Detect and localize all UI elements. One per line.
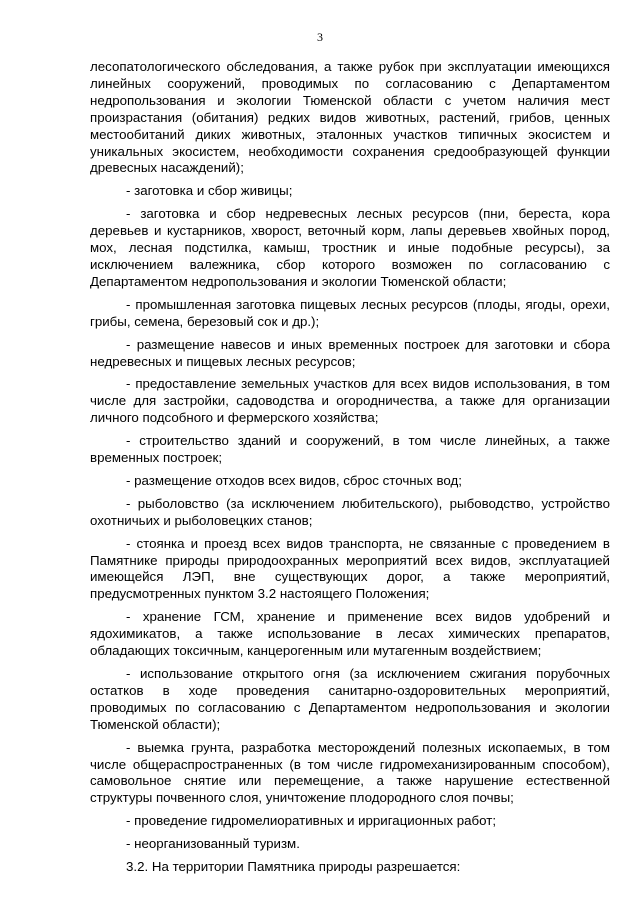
- list-item-land-plots: - предоставление земельных участков для всех видов использования, в том числе для застройки, садоводства и огородничества, а также для организации личного подсобного и фермерского хозяйства;: [90, 376, 610, 426]
- list-item-fishing: - рыболовство (за исключением любительского), рыбоводство, устройство охотничьих и рыболовецких станов;: [90, 495, 610, 528]
- list-item-fuel-chemicals: - хранение ГСМ, хранение и применение всех видов удобрений и ядохимикатов, а также использование в лесах химических препаратов, обладающих токсичным, канцерогенным или мутагенным воздействием;: [90, 609, 610, 659]
- page-number: 3: [317, 30, 323, 44]
- list-item-transport: - стоянка и проезд всех видов транспорта, не связанные с проведением в Памятнике природы природоохранных мероприятий всех видов, эксплуатацией имеющейся ЛЭП, вне существующих дорог, а также мероприятий, предусмотренных пунктом 3.2 настоящего Положения;: [90, 535, 610, 602]
- list-item-open-fire: - использование открытого огня (за исключением сжигания порубочных остатков в ходе проведения санитарно-оздоровительных мероприятий, проводимых по согласованию с Департаментом недропользования и экологии Тюменской области);: [90, 666, 610, 732]
- list-item-construction: - строительство зданий и сооружений, в том числе линейных, а также временных построек;: [90, 433, 610, 466]
- list-item-resin-harvesting: - заготовка и сбор живицы;: [126, 183, 293, 199]
- list-item-tourism: - неорганизованный туризм.: [126, 836, 300, 852]
- list-item-food-resources: - промышленная заготовка пищевых лесных ресурсов (плоды, ягоды, орехи, грибы, семена, березовый сок и др.);: [90, 296, 610, 329]
- list-item-irrigation: - проведение гидромелиоративных и ирригационных работ;: [126, 813, 497, 829]
- document-body: [90, 59, 610, 882]
- list-item-excavation: - выемка грунта, разработка месторождений полезных ископаемых, в том числе общераспространенных (в том числе гидромеханизированным способом), самовольное снятие или перемещение, а также нарушение естественной структуры почвенного слоя, уничтожение плодородного слоя почвы;: [90, 739, 610, 806]
- list-item-non-timber-resources: - заготовка и сбор недревесных лесных ресурсов (пни, береста, кора деревьев и кустарников, хворост, веточный корм, лапы деревьев хвойных пород, мох, лесная подстилка, камыш, тростник и иные подобные ресурсы), за исключением валежника, сбор которого возможен по согласованию с Департаментом недропользования и экологии Тюменской области;: [90, 206, 610, 289]
- paragraph-continuation: лесопатологического обследования, а также рубок при эксплуатации имеющихся линейных сооружений, проводимых по согласованию с Департаментом недропользования и экологии Тюменской области с учетом наличия мест произрастания (обитания) редких видов животных, растений, грибов, ценных местообитаний диких животных, эталонных участков типичных экосистем и уникальных экосистем, необходимости сохранения средообразующей функции древесных насаждений);: [90, 59, 610, 176]
- list-item-temporary-sheds: - размещение навесов и иных временных построек для заготовки и сбора недревесных и пищевых лесных ресурсов;: [90, 336, 610, 369]
- list-item-waste-disposal: - размещение отходов всех видов, сброс сточных вод;: [126, 472, 462, 488]
- section-heading-3-2: 3.2. На территории Памятника природы разрешается:: [126, 859, 461, 875]
